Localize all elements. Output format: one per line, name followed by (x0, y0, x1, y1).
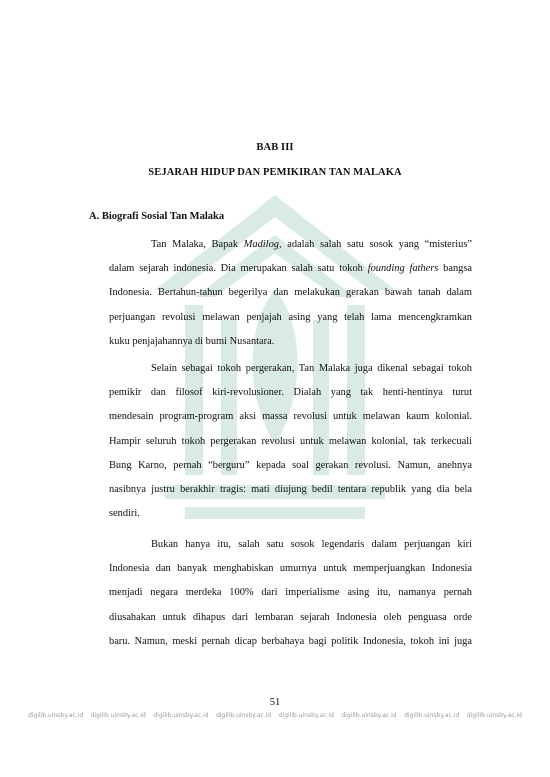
chapter-number: BAB III (256, 142, 294, 153)
paragraph-line: Tan Malaka, Bapak Madilog, adalah salah satu sosok yang “misterius” (151, 239, 472, 250)
footer-watermark-bar (28, 712, 522, 719)
paragraph-line: dalam sejarah indonesia. Dia merupakan salah satu tokoh founding fathers bangsa (109, 263, 472, 275)
footer-link[interactable]: digilib.uinsby.ac.id (278, 712, 334, 719)
chapter-title: SEJARAH HIDUP DAN PEMIKIRAN TAN MALAKA (148, 167, 402, 178)
paragraph-line: baru. Namun, meski pernah dicap berbahaya bagi politik Indonesia, tokoh ini juga (109, 635, 472, 647)
footer-link[interactable]: digilib.uinsby.ac.id (466, 712, 522, 719)
paragraph-line: Bukan hanya itu, salah satu sosok legendaris dalam perjuangan kiri (151, 539, 472, 550)
footer-link[interactable]: digilib.uinsby.ac.id (404, 712, 460, 719)
paragraph-line: diusahakan untuk dihapus dari lembaran sejarah Indonesia oleh penguasa orde (109, 611, 472, 623)
paragraph-line: Hampir seluruh tokoh pergerakan revolusi untuk melawan kolonial, tak terkecuali (109, 435, 472, 447)
paragraph-line: sendiri. (109, 508, 140, 520)
paragraph-line: pemikir dan filosof kiri-revolusioner. Dialah yang tak henti-hentinya turut (109, 387, 472, 399)
paragraph-1 (109, 233, 472, 354)
paragraph-line: kuku penjajahannya di bumi Nusantara. (109, 335, 275, 347)
paragraph-line: perjuangan revolusi melawan penjajah asing yang telah lama mencengkramkan (109, 311, 472, 323)
footer-link[interactable]: digilib.uinsby.ac.id (341, 712, 397, 719)
paragraph-line: Indonesia dan banyak menghabiskan umurnya untuk memperjuangkan Indonesia (109, 563, 472, 575)
footer-link[interactable]: digilib.uinsby.ac.id (90, 712, 146, 719)
paragraph-line: menjadi negara merdeka 100% dari imperialisme asing itu, namanya pernah (109, 587, 472, 599)
paragraph-2 (109, 357, 472, 526)
footer-link[interactable]: digilib.uinsby.ac.id (28, 712, 84, 719)
paragraph-line: nasibnya justru berakhir tragis: mati diujung bedil tentara republik yang dia bela (109, 483, 472, 495)
page-number: 51 (269, 697, 281, 708)
footer-link[interactable]: digilib.uinsby.ac.id (153, 712, 209, 719)
paragraph-3 (109, 533, 472, 654)
footer-link[interactable]: digilib.uinsby.ac.id (216, 712, 272, 719)
section-heading: A. Biografi Sosial Tan Malaka (89, 211, 225, 222)
paragraph-line: Selain sebagai tokoh pergerakan, Tan Malaka juga dikenal sebagai tokoh (151, 363, 472, 374)
paragraph-line: Indonesia. Bertahun-tahun begerilya dan melakukan gerakan bawah tanah dalam (109, 287, 472, 299)
paragraph-line: Bung Karno, pernah “berguru” kepada soal gerakan revolusi. Namun, anehnya (109, 459, 472, 471)
paragraph-line: mendesain program-program aksi massa revolusi untuk melawan kaum kolonial. (109, 411, 472, 423)
